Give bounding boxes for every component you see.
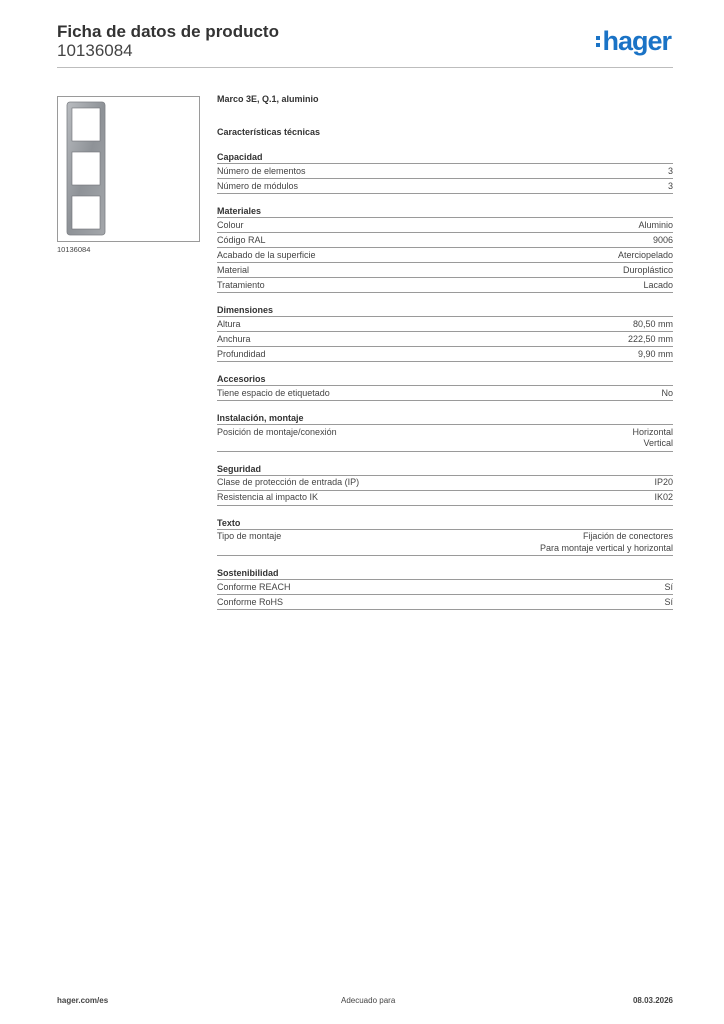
spec-label: Tipo de montaje (217, 531, 282, 541)
spec-section (217, 566, 673, 610)
spec-section (217, 372, 673, 401)
footer-date: 08.03.2026 (632, 996, 673, 1005)
spec-section (217, 204, 673, 293)
spec-value-line: Horizontal (632, 426, 673, 437)
spec-section (217, 303, 673, 362)
spec-value-line: Aterciopelado (617, 249, 673, 260)
spec-label: Profundidad (217, 348, 266, 359)
spec-value-line: Aluminio (638, 219, 673, 230)
section-title: Dimensiones (217, 303, 673, 317)
section-title: Sostenibilidad (217, 566, 673, 580)
hager-logo (596, 26, 671, 56)
section-title: Accesorios (217, 372, 673, 386)
spec-value-line: Lacado (643, 279, 673, 290)
spec-value-line: 3 (667, 165, 673, 176)
spec-value (618, 250, 673, 262)
spec-label: Anchura (217, 333, 251, 344)
spec-value-line: Vertical (643, 438, 673, 448)
spec-value (668, 181, 673, 193)
spec-value (643, 280, 673, 292)
product-image (57, 96, 200, 242)
spec-row (217, 476, 673, 491)
spec-label: Número de elementos (217, 165, 306, 176)
page-title: Ficha de datos de producto (57, 22, 279, 41)
spec-value (632, 427, 673, 450)
section-title: Instalación, montaje (217, 411, 673, 425)
spec-value-line: Sí (664, 596, 673, 607)
triple-frame-icon (58, 97, 199, 241)
spec-row (217, 386, 673, 401)
logo-dots-icon (596, 36, 600, 47)
spec-value-line: Fijación de conectores (582, 531, 673, 541)
spec-row (217, 530, 673, 557)
section-title: Texto (217, 516, 673, 530)
spec-value-line: No (661, 387, 673, 398)
spec-value (638, 220, 673, 232)
spec-row (217, 317, 673, 332)
spec-value-line: Duroplástico (622, 264, 673, 275)
spec-value-line: 9006 (652, 234, 673, 245)
logo-text: hager (602, 26, 671, 56)
spec-row (217, 278, 673, 293)
spec-value (664, 597, 673, 609)
spec-label: Conforme REACH (217, 581, 291, 592)
document-header (57, 22, 673, 70)
spec-section (217, 411, 673, 452)
spec-section (217, 462, 673, 506)
spec-value (661, 388, 673, 400)
spec-value-line: 222,50 mm (627, 333, 673, 344)
image-caption: 10136084 (57, 245, 91, 254)
section-title: Capacidad (217, 150, 673, 164)
spec-value (623, 265, 673, 277)
spec-value (628, 334, 673, 346)
spec-row (217, 218, 673, 233)
spec-row (217, 263, 673, 278)
spec-value-line: Sí (664, 581, 673, 592)
spec-label: Clase de protección de entrada (IP) (217, 477, 360, 487)
spec-value (664, 582, 673, 594)
product-number: 10136084 (57, 41, 133, 60)
spec-row (217, 491, 673, 506)
spec-label: Material (217, 264, 250, 275)
spec-row (217, 248, 673, 263)
product-name: Marco 3E, Q.1, aluminio (217, 94, 319, 104)
footer-note: Adecuado para (341, 996, 396, 1005)
spec-label: Tratamiento (217, 279, 265, 290)
spec-row (217, 164, 673, 179)
spec-sections (217, 150, 673, 610)
spec-label: Código RAL (217, 234, 266, 245)
spec-label: Colour (217, 219, 244, 230)
footer-website: hager.com/es (57, 996, 109, 1005)
spec-label: Posición de montaje/conexión (217, 426, 337, 437)
spec-section (217, 516, 673, 557)
spec-value (668, 166, 673, 178)
spec-value-line: IK02 (654, 492, 673, 502)
spec-label: Número de módulos (217, 180, 299, 191)
spec-value (654, 477, 673, 489)
spec-value (638, 349, 673, 361)
spec-label: Acabado de la superficie (217, 249, 316, 260)
spec-row (217, 233, 673, 248)
section-title: Materiales (217, 204, 673, 218)
spec-row (217, 580, 673, 595)
spec-value-line: IP20 (654, 477, 673, 487)
spec-label: Tiene espacio de etiquetado (217, 387, 330, 398)
spec-label: Resistencia al impacto IK (217, 492, 319, 502)
spec-row (217, 332, 673, 347)
section-title: Seguridad (217, 462, 673, 476)
spec-row (217, 595, 673, 610)
spec-heading: Características técnicas (217, 127, 321, 137)
spec-value-line: 3 (667, 180, 673, 191)
product-details (217, 92, 673, 610)
spec-row (217, 347, 673, 362)
spec-section (217, 150, 673, 194)
spec-value-line: 80,50 mm (632, 318, 673, 329)
spec-row (217, 425, 673, 452)
spec-value (540, 531, 673, 554)
spec-row (217, 179, 673, 194)
spec-value (633, 319, 673, 331)
spec-value (654, 492, 673, 504)
spec-label: Altura (217, 318, 241, 329)
spec-value-line: 9,90 mm (637, 348, 673, 359)
header-divider (57, 67, 673, 68)
spec-value-line: Para montaje vertical y horizontal (539, 542, 673, 553)
spec-label: Conforme RoHS (217, 596, 284, 607)
spec-value (653, 235, 673, 247)
